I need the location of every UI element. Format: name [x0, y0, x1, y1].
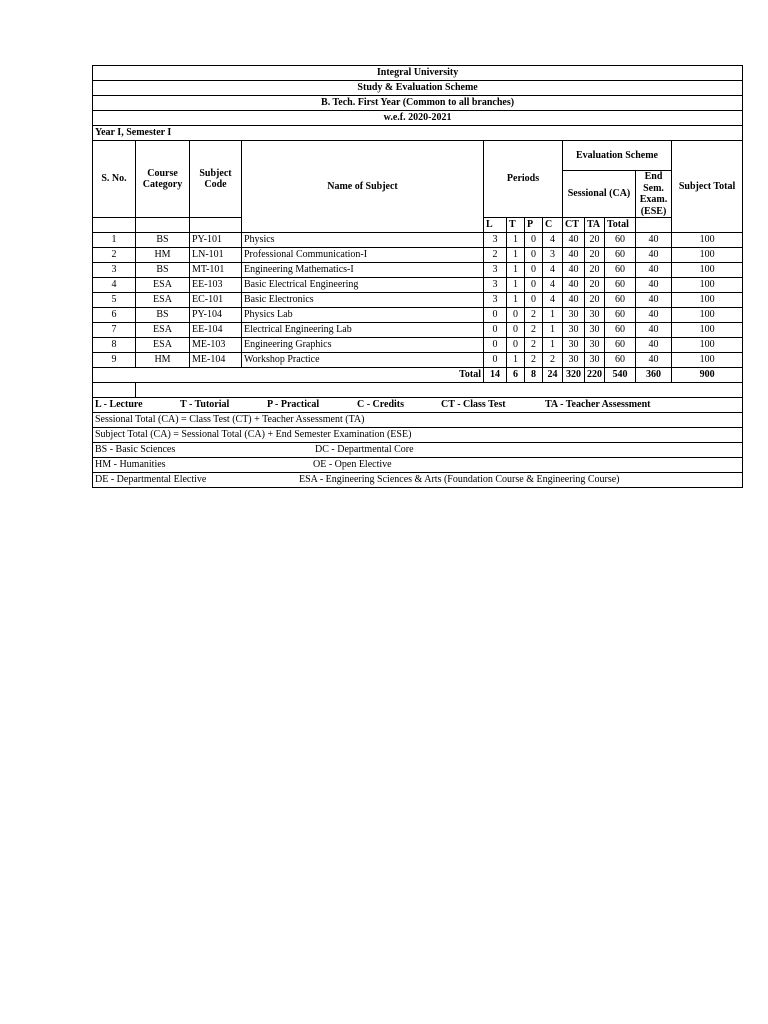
ta-cell: 30: [585, 323, 605, 338]
course-category-cell: HM: [136, 353, 190, 368]
period-l-cell: 3: [484, 263, 507, 278]
col-ese-blank: [636, 218, 672, 233]
ct-cell: 40: [563, 263, 585, 278]
total-sessional: 540: [605, 368, 636, 383]
sno-cell: 7: [93, 323, 136, 338]
period-p-cell: 0: [525, 263, 543, 278]
subject-name-cell: Engineering Graphics: [242, 338, 484, 353]
subject-code-cell: PY-104: [190, 308, 242, 323]
sessional-total-cell: 60: [605, 353, 636, 368]
table-row: [93, 263, 743, 278]
col-Total: Total: [605, 218, 636, 233]
subject-total-cell: 100: [672, 233, 743, 248]
ct-cell: 40: [563, 233, 585, 248]
period-l-cell: 3: [484, 278, 507, 293]
subject-total-cell: 100: [672, 278, 743, 293]
category-legend-2: [93, 458, 743, 473]
col-periods: Periods: [484, 141, 563, 218]
period-c-cell: 2: [543, 353, 563, 368]
sessional-total-formula: [93, 413, 743, 428]
period-t-cell: 0: [507, 338, 525, 353]
subject-name-cell: Professional Communication-I: [242, 248, 484, 263]
period-c-cell: 3: [543, 248, 563, 263]
total-ta: 220: [585, 368, 605, 383]
subject-total-cell: 100: [672, 248, 743, 263]
subject-name-cell: Physics Lab: [242, 308, 484, 323]
sessional-total-cell: 60: [605, 308, 636, 323]
course-category-cell: ESA: [136, 323, 190, 338]
ta-cell: 20: [585, 293, 605, 308]
period-c-cell: 4: [543, 263, 563, 278]
sno-cell: 1: [93, 233, 136, 248]
sno-cell: 5: [93, 293, 136, 308]
ta-cell: 30: [585, 353, 605, 368]
subject-total-formula: [93, 428, 743, 443]
table-row: [93, 323, 743, 338]
col-P: P: [525, 218, 543, 233]
university-title: Integral University: [93, 66, 743, 81]
ta-cell: 30: [585, 338, 605, 353]
legend-item: OE - Open Elective: [313, 459, 392, 471]
subject-code-cell: PY-101: [190, 233, 242, 248]
sno-cell: 2: [93, 248, 136, 263]
legend-item: BS - Basic Sciences: [95, 444, 176, 456]
ct-cell: 30: [563, 353, 585, 368]
abbreviation-item: TA - Teacher Assessment: [545, 399, 651, 411]
table-row: [93, 233, 743, 248]
abbreviation-item: T - Tutorial: [180, 399, 230, 411]
period-l-cell: 3: [484, 233, 507, 248]
ta-cell: 20: [585, 248, 605, 263]
period-l-cell: 3: [484, 293, 507, 308]
col-evaluation-scheme: Evaluation Scheme: [563, 141, 672, 171]
sessional-total-cell: 60: [605, 278, 636, 293]
period-l-cell: 0: [484, 338, 507, 353]
evaluation-scheme-table: [92, 65, 743, 488]
total-l: 14: [484, 368, 507, 383]
totals-row: [93, 368, 743, 383]
sno-cell: 6: [93, 308, 136, 323]
ese-cell: 40: [636, 308, 672, 323]
period-l-cell: 0: [484, 308, 507, 323]
total-ese: 360: [636, 368, 672, 383]
period-t-cell: 1: [507, 353, 525, 368]
course-category-cell: BS: [136, 233, 190, 248]
period-p-cell: 2: [525, 338, 543, 353]
sessional-total-cell: 60: [605, 323, 636, 338]
period-p-cell: 0: [525, 233, 543, 248]
sno-cell: 4: [93, 278, 136, 293]
col-course-category: Course Category: [136, 141, 190, 218]
legend-item: DC - Departmental Core: [315, 444, 414, 456]
category-legend-3: [93, 473, 743, 488]
period-t-cell: 1: [507, 263, 525, 278]
period-t-cell: 0: [507, 308, 525, 323]
period-p-cell: 2: [525, 353, 543, 368]
abbreviation-item: L - Lecture: [95, 399, 143, 411]
period-c-cell: 4: [543, 293, 563, 308]
table-row: [93, 338, 743, 353]
spacer-row: [93, 383, 743, 398]
ese-cell: 40: [636, 278, 672, 293]
table-row: [93, 278, 743, 293]
period-c-cell: 1: [543, 308, 563, 323]
category-legend-1: [93, 443, 743, 458]
subject-name-cell: Physics: [242, 233, 484, 248]
sessional-total-cell: 60: [605, 293, 636, 308]
subject-name-cell: Electrical Engineering Lab: [242, 323, 484, 338]
subject-code-cell: LN-101: [190, 248, 242, 263]
ct-cell: 30: [563, 338, 585, 353]
ta-cell: 20: [585, 278, 605, 293]
ese-cell: 40: [636, 233, 672, 248]
legend-item: DE - Departmental Elective: [95, 474, 207, 486]
abbreviation-item: CT - Class Test: [441, 399, 506, 411]
total-subject: 900: [672, 368, 743, 383]
sessional-total-cell: 60: [605, 263, 636, 278]
subject-total-cell: 100: [672, 338, 743, 353]
period-p-cell: 0: [525, 248, 543, 263]
col-end-sem: End Sem. Exam. (ESE): [636, 171, 672, 218]
sno-cell: 3: [93, 263, 136, 278]
total-t: 6: [507, 368, 525, 383]
col-TA: TA: [585, 218, 605, 233]
ese-cell: 40: [636, 338, 672, 353]
subject-name-cell: Workshop Practice: [242, 353, 484, 368]
total-c: 24: [543, 368, 563, 383]
table-row: [93, 308, 743, 323]
period-p-cell: 2: [525, 323, 543, 338]
period-t-cell: 1: [507, 248, 525, 263]
subject-total-cell: 100: [672, 353, 743, 368]
ese-cell: 40: [636, 323, 672, 338]
subject-name-cell: Basic Electronics: [242, 293, 484, 308]
period-p-cell: 0: [525, 278, 543, 293]
table-row: [93, 353, 743, 368]
subject-code-cell: ME-103: [190, 338, 242, 353]
period-t-cell: 1: [507, 293, 525, 308]
ct-cell: 30: [563, 308, 585, 323]
ct-cell: 40: [563, 278, 585, 293]
course-category-cell: ESA: [136, 293, 190, 308]
subject-name-cell: Basic Electrical Engineering: [242, 278, 484, 293]
subject-total-cell: 100: [672, 293, 743, 308]
ta-cell: 20: [585, 263, 605, 278]
period-l-cell: 2: [484, 248, 507, 263]
period-p-cell: 0: [525, 293, 543, 308]
scheme-title: Study & Evaluation Scheme: [93, 81, 743, 96]
period-c-cell: 1: [543, 338, 563, 353]
course-category-cell: HM: [136, 248, 190, 263]
period-c-cell: 4: [543, 233, 563, 248]
ese-cell: 40: [636, 248, 672, 263]
legend-item: HM - Humanities: [95, 459, 166, 471]
period-c-cell: 1: [543, 323, 563, 338]
subject-total-formula-text: Subject Total (CA) = Sessional Total (CA) + End Semester Examination (ESE): [93, 428, 743, 443]
sessional-total-formula-text: Sessional Total (CA) = Class Test (CT) + Teacher Assessment (TA): [93, 413, 743, 428]
period-t-cell: 1: [507, 278, 525, 293]
abbreviation-item: C - Credits: [357, 399, 405, 411]
col-L: L: [484, 218, 507, 233]
subject-total-cell: 100: [672, 263, 743, 278]
period-t-cell: 0: [507, 323, 525, 338]
ct-cell: 40: [563, 248, 585, 263]
sno-cell: 8: [93, 338, 136, 353]
sessional-total-cell: 60: [605, 233, 636, 248]
program-title: B. Tech. First Year (Common to all branches): [93, 96, 743, 111]
course-category-cell: ESA: [136, 278, 190, 293]
subject-name-cell: Engineering Mathematics-I: [242, 263, 484, 278]
ese-cell: 40: [636, 263, 672, 278]
col-CT: CT: [563, 218, 585, 233]
wef-title: w.e.f. 2020-2021: [93, 111, 743, 126]
ta-cell: 20: [585, 233, 605, 248]
sno-cell: 9: [93, 353, 136, 368]
col-subject-total: Subject Total: [672, 141, 743, 233]
subject-total-cell: 100: [672, 308, 743, 323]
subject-code-cell: MT-101: [190, 263, 242, 278]
col-sessional: Sessional (CA): [563, 171, 636, 218]
col-sno: S. No.: [93, 141, 136, 218]
subject-total-cell: 100: [672, 323, 743, 338]
ct-cell: 40: [563, 293, 585, 308]
legend-item: ESA - Engineering Sciences & Arts (Foundation Course & Engineering Course): [299, 474, 620, 486]
subject-code-cell: EC-101: [190, 293, 242, 308]
period-c-cell: 4: [543, 278, 563, 293]
period-p-cell: 2: [525, 308, 543, 323]
course-category-cell: BS: [136, 308, 190, 323]
col-T: T: [507, 218, 525, 233]
abbreviation-legend: [93, 398, 743, 413]
ese-cell: 40: [636, 353, 672, 368]
col-subject-code: Subject Code: [190, 141, 242, 218]
course-category-cell: BS: [136, 263, 190, 278]
course-category-cell: ESA: [136, 338, 190, 353]
total-p: 8: [525, 368, 543, 383]
sessional-total-cell: 60: [605, 248, 636, 263]
ta-cell: 30: [585, 308, 605, 323]
ese-cell: 40: [636, 293, 672, 308]
table-row: [93, 248, 743, 263]
ct-cell: 30: [563, 323, 585, 338]
totals-label: Total: [93, 368, 484, 383]
table-row: [93, 293, 743, 308]
subject-code-cell: EE-103: [190, 278, 242, 293]
subject-code-cell: EE-104: [190, 323, 242, 338]
total-ct: 320: [563, 368, 585, 383]
period-l-cell: 0: [484, 353, 507, 368]
abbreviation-item: P - Practical: [267, 399, 320, 411]
subject-code-cell: ME-104: [190, 353, 242, 368]
period-t-cell: 1: [507, 233, 525, 248]
sessional-total-cell: 60: [605, 338, 636, 353]
semester-title: Year I, Semester I: [93, 126, 743, 141]
period-l-cell: 0: [484, 323, 507, 338]
col-C: C: [543, 218, 563, 233]
col-name-of-subject: Name of Subject: [242, 141, 484, 233]
